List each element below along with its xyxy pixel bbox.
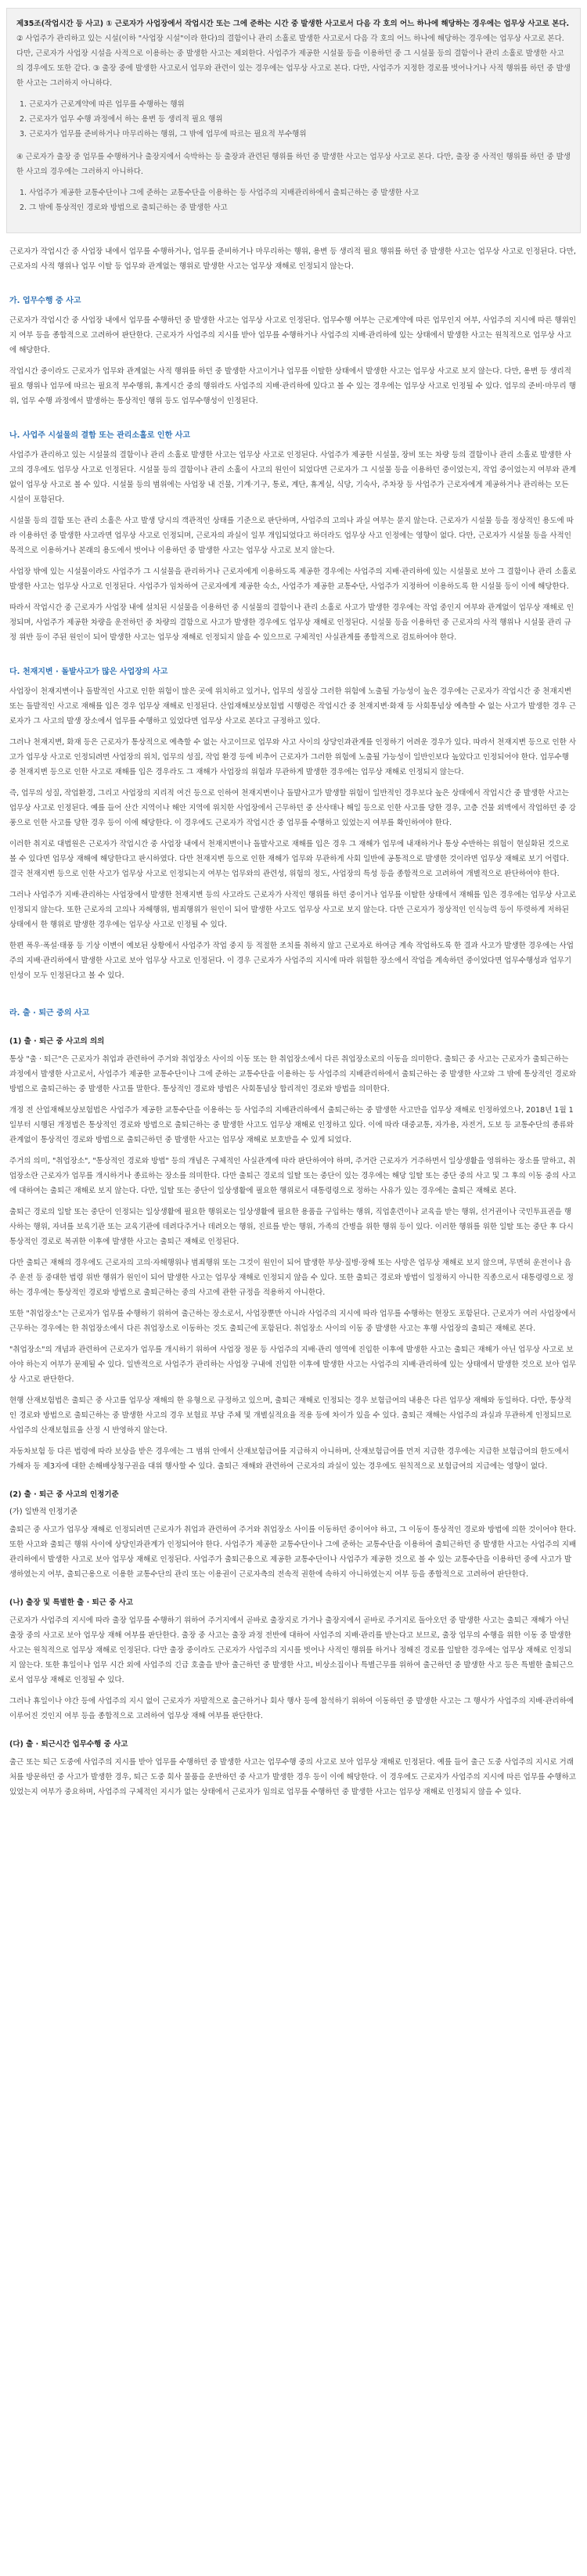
section-heading-ga: 가. 업무수행 중 사고 — [9, 297, 81, 305]
paragraph: 자동차보험 등 다른 법령에 따라 보상을 받은 경우에는 그 범위 안에서 산재보험급여를 지급하지 아니하며, 산재보험급여를 먼저 지급한 경우에는 지급한 보험급여의 한도에서 가해자 등 제3자에 대한 손해배상청구권을 대위 행사할 수 있다. 출퇴근 재해와 관련하여 근로자의 과실이 있는 경우에도 원칙적으로 보험급여의 지급에는 영향이 없다. — [9, 1447, 569, 1471]
paragraph: 사업장 밖에 있는 시설물이라도 사업주가 그 시설물을 관리하거나 근로자에게 이용하도록 제공한 경우에는 사업주의 지배·관리하에 있는 시설물로 보아 그 결함이나 관리 소홀로 발생한 사고는 업무상 사고로 인정된다. 사업주가 임차하여 근로자에게 제공한 숙소, 사업주가 제공한 교통수단, 사업주가 지정하여 이용하도록 한 시설물 등이 이에 해당한다. — [9, 567, 577, 591]
law-article-text: ② 사업주가 관리하고 있는 시설(이하 "사업장 시설"이라 한다)의 결함이나 관리 소홀로 발생한 사고로서 다음 각 호의 어느 하나에 해당하는 경우에는 업무상 사고로 본다. 다만, 근로자가 사업장 시설을 사적으로 이용하는 중 발생한 사고는 제외한다. 사업주가 제공한 시설물 등을 이용하던 중 그 시설물 등의 결함이나 관리 소홀로 발생한 사고의 경우에도 또한 같다. ③ 출장 중에 발생한 사고로서 업무와 관련이 있는 경우에는 업무상 사고로 본다. 다만, 사업주가 지정한 경로를 벗어나거나 사적 행위를 하던 중 발생한 사고는 그러하지 아니하다. — [16, 34, 571, 88]
paragraph: "취업장소"의 개념과 관련하여 근로자가 업무를 개시하기 위하여 사업장 정문 등 사업주의 지배·관리 영역에 진입한 이후에 발생한 사고는 출퇴근 재해가 아닌 업무상 사고로 보아야 하는지 여부가 문제될 수 있다. 일반적으로 사업주가 관리하는 사업장 구내에 진입한 이후에 발생한 사고는 사업주의 지배·관리하에 있는 상태에서 발생한 것으로 보아 업무상 사고로 판단한다. — [9, 1346, 577, 1384]
paragraph: 현행 산재보험법은 출퇴근 중 사고를 업무상 재해의 한 유형으로 규정하고 있으며, 출퇴근 재해로 인정되는 경우 보험급여의 내용은 다른 업무상 재해와 동일하다. 다만, 통상적인 경로와 방법으로 출퇴근하는 중 발생한 사고의 경우 보험료 부담 주체 및 개별실적요율 적용 등에 차이가 있을 수 있다. 출퇴근 재해는 사업주의 과실과 무관하게 인정되므로 사업주의 산재보험료율 산정 시 반영하지 않는다. — [9, 1396, 571, 1435]
law-item: 1. 근로자가 근로계약에 따른 업무를 수행하는 행위 — [20, 100, 185, 109]
paragraph: 출퇴근 중 사고가 업무상 재해로 인정되려면 근로자가 취업과 관련하여 주거와 취업장소 사이를 이동하던 중이어야 하고, 그 이동이 통상적인 경로와 방법에 의한 것이어야 한다. 또한 사고와 출퇴근 행위 사이에 상당인과관계가 인정되어야 한다. 사업주가 제공한 교통수단이나 그에 준하는 교통수단을 이용하여 출퇴근하던 중 발생한 사고는 사업주의 지배관리하에서 발생한 사고로 보아 업무상 재해로 인정된다. 사업주가 출퇴근용으로 제공한 교통수단이나 사업주가 제공한 것으로 볼 수 있는 교통수단을 이용하던 중에 사고가 발생하였는지 여부, 출퇴근용으로 이용한 교통수단의 관리 또는 이용권이 근로자측의 전속적 권한에 속하지 아니하였는지 여부 등을 종합적으로 고려하여 판단한다. — [9, 1526, 577, 1579]
section-heading-da: 다. 천재지변 · 돌발사고가 많은 사업장의 사고 — [9, 668, 168, 676]
subsection-subtitle: (가) 일반적 인정기준 — [9, 1508, 77, 1516]
section-heading-na: 나. 사업주 시설물의 결함 또는 관리소홀로 인한 사고 — [9, 431, 191, 440]
paragraph: 그러나 사업주가 지배·관리하는 사업장에서 발생한 천재지변 등의 사고라도 근로자가 사적인 행위를 하던 중이거나 업무를 이탈한 상태에서 재해를 입은 경우에는 업무상 사고로 인정되지 않는다. 또한 근로자의 고의나 자해행위, 범죄행위가 원인이 되어 발생한 사고도 업무상 사고로 보지 않는다. 다만 근로자가 정상적인 인식능력 등이 뚜렷하게 저하된 상태에서 한 행위로 발생한 경우에는 업무상 사고로 인정될 수 있다. — [9, 891, 577, 929]
law-article-text-2: ④ 근로자가 출장 중 업무를 수행하거나 출장지에서 숙박하는 등 출장과 관련된 행위를 하던 중 발생한 사고는 업무상 사고로 본다. 다만, 출장 중 사적인 행위를 하던 중 발생한 사고의 경우에는 그러하지 아니하다. — [16, 153, 571, 176]
law-item: 1. 사업주가 제공한 교통수단이나 그에 준하는 교통수단을 이용하는 등 사업주의 지배관리하에서 출퇴근하는 중 발생한 사고 — [20, 189, 420, 197]
paragraph: 또한 "취업장소"는 근로자가 업무를 수행하기 위하여 출근하는 장소로서, 사업장뿐만 아니라 사업주의 지시에 따라 업무를 수행하는 현장도 포함된다. 근로자가 여러 사업장에서 근무하는 경우에는 한 취업장소에서 다른 취업장소로 이동하는 것도 출퇴근에 포함된다. 취업장소 사이의 이동 중 발생한 사고는 후행 사업장의 출퇴근 재해로 본다. — [9, 1310, 576, 1333]
paragraph: 주거의 의미, "취업장소", "통상적인 경로와 방법" 등의 개념은 구체적인 사실관계에 따라 판단하여야 하며, 주거란 근로자가 거주하면서 일상생활을 영위하는 장소를 말하고, 취업장소란 근로자가 업무를 개시하거나 종료하는 장소를 의미한다. 다만 출퇴근 경로의 일탈 또는 중단이 있는 경우에는 해당 일탈 또는 중단 중의 사고 및 그 후의 이동 중의 사고에 대하여는 출퇴근 재해로 보지 않는다. 다만, 일탈 또는 중단이 일상생활에 필요한 행위로서 대통령령으로 정하는 사유가 있는 경우에는 출퇴근 재해로 본다. — [9, 1157, 576, 1195]
paragraph: 사업장이 천재지변이나 돌발적인 사고로 인한 위험이 많은 곳에 위치하고 있거나, 업무의 성질상 그러한 위험에 노출될 가능성이 높은 경우에는 근로자가 작업시간 중 천재지변 또는 돌발적인 사고로 재해를 입은 경우 업무상 재해로 인정된다. 산업재해보상보험법 시행령은 작업시간 중 천재지변·화재 등 사회통념상 예측할 수 없는 사고가 발생한 경우 근로자가 그 사고의 발생 장소에서 업무를 수행하고 있었다면 업무상 사고로 본다고 규정하고 있다. — [9, 687, 577, 726]
paragraph: 작업시간 중이라도 근로자가 업무와 관계없는 사적 행위를 하던 중 발생한 사고이거나 업무를 이탈한 상태에서 발생한 사고는 업무상 사고로 보지 않는다. 다만, 용변 등 생리적 필요 행위나 업무에 따르는 필요적 부수행위, 휴게시간 중의 행위라도 사업주의 지배·관리하에 있다고 볼 수 있는 경우에는 업무상 사고로 인정될 수 있다. 업무의 준비·마무리 행위, 업무 수행 과정에서 발생하는 통상적인 행위 등도 업무수행성이 인정된다. — [9, 367, 576, 405]
subsection-title: (1) 출 · 퇴근 중 사고의 의의 — [9, 1037, 105, 1046]
paragraph: 출퇴근 경로의 일탈 또는 중단이 인정되는 일상생활에 필요한 행위로는 일상생활에 필요한 용품을 구입하는 행위, 직업훈련이나 교육을 받는 행위, 선거권이나 국민투표권을 행사하는 행위, 자녀를 보육기관 또는 교육기관에 데려다주거나 데려오는 행위, 진료를 받는 행위, 가족의 간병을 위한 행위 등이 있다. 이러한 행위를 위한 일탈 또는 중단 후 다시 통상적인 경로로 복귀한 이후에 발생한 사고는 출퇴근 재해로 인정된다. — [9, 1208, 574, 1246]
law-excerpt-box — [6, 8, 581, 233]
paragraph: 그러나 천재지변, 화재 등은 근로자가 통상적으로 예측할 수 없는 사고이므로 업무와 사고 사이의 상당인과관계를 인정하기 어려운 경우가 있다. 따라서 천재지변 등으로 인한 사고가 업무상 사고로 인정되려면 사업장의 위치, 업무의 성질, 작업 환경 등에 비추어 근로자가 그러한 위험에 노출될 가능성이 일반인보다 높았다고 인정되어야 한다. 업무수행 중 천재지변 등으로 인한 사고로 재해를 입은 경우라도 그 재해가 사업장의 위험과 무관하게 발생한 경우에는 업무상 재해로 인정되지 않는다. — [9, 738, 577, 776]
paragraph: 즉, 업무의 성질, 작업환경, 그리고 사업장의 지리적 여건 등으로 인하여 천재지변이나 돌발사고가 발생할 위험이 일반적인 경우보다 높은 상태에서 작업시간 중 발생한 사고는 업무상 사고로 인정된다. 예를 들어 산간 지역이나 해안 지역에 위치한 사업장에서 근무하던 중 산사태나 해일 등으로 인한 사고를 당한 경우, 고층 건물 외벽에서 작업하던 중 강풍으로 인한 사고를 당한 경우 등이 이에 해당한다. 이 경우에도 근로자가 작업시간 중 업무를 수행하고 있었는지 여부를 확인하여야 한다. — [9, 789, 576, 827]
paragraph: 다만 출퇴근 재해의 경우에도 근로자의 고의·자해행위나 범죄행위 또는 그것이 원인이 되어 발생한 부상·질병·장해 또는 사망은 업무상 재해로 보지 않으며, 무면허 운전이나 음주 운전 등 중대한 법령 위반 행위가 원인이 되어 발생한 사고는 업무상 재해로 인정되지 않을 수 있다. 또한 출퇴근 경로와 방법이 일정하지 아니한 직종으로서 대통령령으로 정하는 경우에는 통상적인 경로와 방법으로 출퇴근하는 중의 사고에 관한 규정을 적용하지 아니한다. — [9, 1259, 574, 1297]
paragraph: 그러나 휴일이나 야간 등에 사업주의 지시 없이 근로자가 자발적으로 출근하거나 회사 행사 등에 참석하기 위하여 이동하던 중 발생한 사고는 그 행사가 사업주의 지배·관리하에 이루어진 것인지 여부 등을 종합적으로 고려하여 업무상 재해 여부를 판단한다. — [9, 1697, 574, 1720]
law-item-list — [16, 97, 571, 142]
paragraph: 이러한 취지로 대법원은 근로자가 작업시간 중 사업장 내에서 천재지변이나 돌발사고로 재해를 입은 경우 그 재해가 업무에 내재하거나 통상 수반하는 위험이 현실화된 것으로 볼 수 있다면 업무상 재해에 해당한다고 판시하였다. 다만 천재지변 등으로 인한 재해가 업무와 무관하게 사회 일반에 공통적으로 발생한 것이라면 업무상 재해로 보기 어렵다. 결국 천재지변 등으로 인한 사고가 업무상 사고로 인정되는지 여부는 업무와의 관련성, 위험의 정도, 사업장의 특성 등을 종합적으로 고려하여 개별적으로 판단하여야 한다. — [9, 840, 569, 878]
paragraph: 근로자가 작업시간 중 사업장 내에서 업무를 수행하던 중 발생한 사고는 업무상 사고로 인정된다. 업무수행 여부는 근로계약에 따른 업무인지 여부, 사업주의 지시에 따른 행위인지 여부 등을 종합적으로 고려하여 판단한다. 근로자가 사업주의 지시를 받아 업무를 수행하거나 사업주의 지배·관리하에 있는 상태에서 발생한 사고는 원칙적으로 업무상 사고에 해당한다. — [9, 316, 577, 355]
paragraph: 따라서 작업시간 중 근로자가 사업장 내에 설치된 시설물을 이용하던 중 시설물의 결함이나 관리 소홀로 사고가 발생한 경우에는 작업 중인지 여부와 관계없이 업무상 재해로 인정되며, 사업주가 제공한 차량을 운전하던 중 차량의 결함으로 사고가 발생한 경우에도 업무상 재해로 인정된다. 시설물 등을 이용하던 중 근로자의 사적 행위나 시설물 관리 규정 위반 등이 주된 원인이 되어 발생한 사고는 업무상 재해로 인정되지 않을 수 있으므로 구체적인 사실관계를 종합적으로 검토하여야 한다. — [9, 603, 574, 642]
paragraph: 통상 "출 · 퇴근"은 근로자가 취업과 관련하여 주거와 취업장소 사이의 이동 또는 한 취업장소에서 다른 취업장소로의 이동을 의미한다. 출퇴근 중 사고는 근로자가 출퇴근하는 과정에서 발생한 사고로서, 사업주가 제공한 교통수단이나 그에 준하는 교통수단을 이용하는 등 사업주의 지배관리하에서 출퇴근하는 중 발생한 사고와 그 밖에 통상적인 경로와 방법으로 출퇴근하는 중 발생한 사고를 말한다. 통상적인 경로와 방법은 사회통념상 합리적인 경로와 방법을 의미한다. — [9, 1055, 577, 1093]
subsection-title: (2) 출 · 퇴근 중 사고의 인정기준 — [9, 1490, 119, 1499]
paragraph: 시설물 등의 결함 또는 관리 소홀은 사고 발생 당시의 객관적인 상태를 기준으로 판단하며, 사업주의 고의나 과실 여부는 묻지 않는다. 근로자가 시설물 등을 정상적인 용도에 따라 이용하던 중 발생한 사고라면 업무상 사고로 인정되며, 근로자의 과실이 일부 개입되었다고 하더라도 업무상 사고 인정에는 영향이 없다. 다만, 근로자가 시설물 등을 사적인 목적으로 이용하거나 본래의 용도에서 벗어나 이용하던 중 발생한 사고는 업무상 사고로 보지 않는다. — [9, 517, 574, 555]
law-article-title: 제35조(작업시간 등 사고) ① 근로자가 사업장에서 작업시간 또는 그에 준하는 시간 중 발생한 사고로서 다음 각 호의 어느 하나에 해당하는 경우에는 업무상 사고로 본다. — [16, 20, 570, 28]
law-item: 2. 근로자가 업무 수행 과정에서 하는 용변 등 생리적 필요 행위 — [20, 115, 223, 124]
intro-paragraph: 근로자가 작업시간 중 사업장 내에서 업무를 수행하거나, 업무를 준비하거나 마무리하는 행위, 용변 등 생리적 필요 행위를 하던 중 발생한 사고는 업무상 사고로 인정된다. 다만, 근로자의 사적 행위나 업무 이탈 등 업무와 관계없는 행위로 발생한 사고는 업무상 재해로 인정되지 않는다. — [9, 247, 576, 271]
law-item: 2. 그 밖에 통상적인 경로와 방법으로 출퇴근하는 중 발생한 사고 — [20, 204, 228, 212]
paragraph: 한편 폭우·폭설·태풍 등 기상 이변이 예보된 상황에서 사업주가 작업 중지 등 적절한 조치를 취하지 않고 근로자로 하여금 계속 작업하도록 한 결과 사고가 발생한 경우에는 사업주의 지배·관리하에서 발생한 사고로 보아 업무상 사고로 인정된다. 이 경우 근로자가 사업주의 지시에 따라 위험한 장소에서 작업을 계속하던 중이었다면 업무수행성과 업무기인성이 모두 인정된다고 볼 수 있다. — [9, 942, 574, 980]
subsection-title: (나) 출장 및 특별한 출 · 퇴근 중 사고 — [9, 1598, 134, 1607]
paragraph: 사업주가 관리하고 있는 시설물의 결함이나 관리 소홀로 발생한 사고는 업무상 사고로 인정된다. 사업주가 제공한 시설물, 장비 또는 차량 등의 결함이나 관리 소홀로 발생한 사고의 경우에도 업무상 사고로 인정된다. 시설물 등의 결함이나 관리 소홀이 사고의 원인이 되었다면 근로자가 그 시설물 등을 이용하던 중이었는지, 작업 중이었는지 여부와 관계없이 업무상 사고로 볼 수 있다. 시설물 등의 범위에는 사업장 내 건물, 기계·기구, 통로, 계단, 휴게실, 식당, 기숙사, 주차장 등 사업주가 근로자에게 제공하거나 관리하는 모든 시설이 포함된다. — [9, 451, 577, 504]
paragraph: 근로자가 사업주의 지시에 따라 출장 업무를 수행하기 위하여 주거지에서 곧바로 출장지로 가거나 출장지에서 곧바로 주거지로 돌아오던 중 발생한 사고는 출퇴근 재해가 아닌 출장 중의 사고로 보아 업무상 재해 여부를 판단한다. 출장 중 사고는 출장 과정 전반에 대하여 사업주의 지배·관리를 받는다고 보므로, 출장 업무의 수행을 위한 이동 중 발생한 사고는 원칙적으로 업무상 재해로 인정된다. 다만 출장 중이라도 근로자가 사업주의 지시를 벗어나 사적인 행위를 하거나 정해진 경로를 일탈한 경우에는 업무상 재해로 인정되지 않는다. 또한 휴일이나 업무 시간 외에 사업주의 긴급 호출을 받아 출근하던 중 발생한 사고, 비상소집이나 특별근무를 위하여 출근하던 중 발생한 사고 등은 특별한 출퇴근으로서 업무상 재해로 인정될 수 있다. — [9, 1616, 574, 1684]
paragraph: 출근 또는 퇴근 도중에 사업주의 지시를 받아 업무를 수행하던 중 발생한 사고는 업무수행 중의 사고로 보아 업무상 재해로 인정된다. 예를 들어 출근 도중 사업주의 지시로 거래처를 방문하던 중 사고가 발생한 경우, 퇴근 도중 회사 물품을 운반하던 중 사고가 발생한 경우 등이 이에 해당한다. 이 경우에도 근로자가 사업주의 지시에 따른 업무를 수행하고 있었는지 여부가 중요하며, 사업주의 구체적인 지시가 없는 상태에서 근로자가 임의로 업무를 수행하던 중 발생한 사고는 업무상 재해로 인정되지 않을 수 있다. — [9, 1758, 576, 1796]
section-heading-ra: 라. 출 · 퇴근 중의 사고 — [9, 1009, 90, 1018]
paragraph: 개정 전 산업재해보상보험법은 사업주가 제공한 교통수단을 이용하는 등 사업주의 지배관리하에서 출퇴근하는 중 발생한 사고만을 업무상 재해로 인정하였으나, 2018년 1월 1일부터 시행된 개정법은 통상적인 경로와 방법으로 출퇴근하는 중 발생한 사고도 업무상 재해로 인정하고 있다. 이에 따라 대중교통, 자가용, 자전거, 도보 등 교통수단의 종류와 관계없이 통상적인 경로와 방법으로 출퇴근하던 중 발생한 사고는 업무상 재해로 보호받을 수 있게 되었다. — [9, 1106, 574, 1144]
subsection-title: (다) 출 · 퇴근시간 업무수행 중 사고 — [9, 1740, 128, 1749]
law-item-list-2 — [16, 186, 571, 215]
law-item: 3. 근로자가 업무를 준비하거나 마무리하는 행위, 그 밖에 업무에 따르는 필요적 부수행위 — [20, 130, 307, 139]
